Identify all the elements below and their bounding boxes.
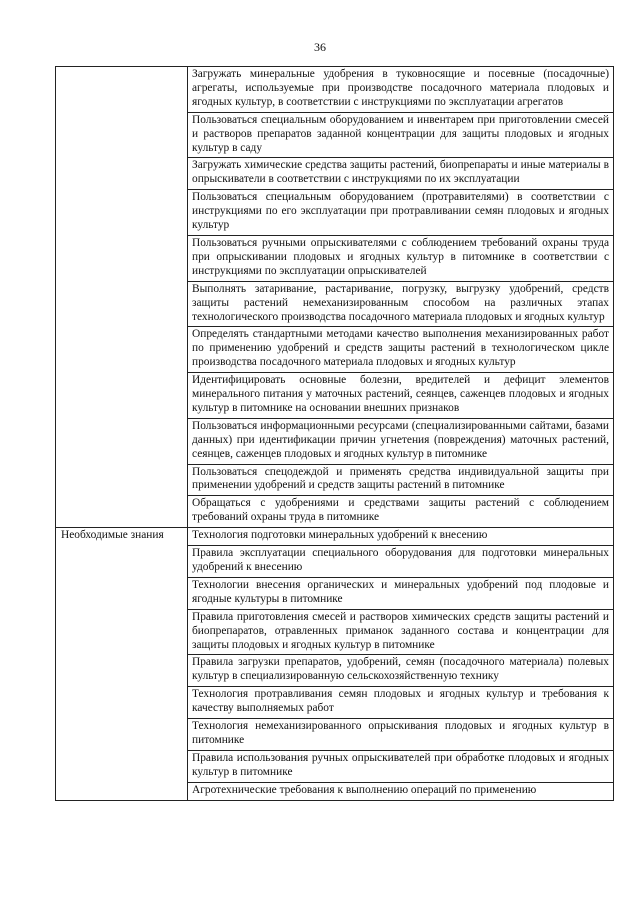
skill-item: Обращаться с удобрениями и средствами защиты растений с соблюдением требований охраны труда в питомнике xyxy=(188,496,614,528)
skill-item: Пользоваться специальным оборудованием и инвентарем при приготовлении смесей и растворов препаратов заданной концентрации для защиты плодовых и ягодных культур в саду xyxy=(188,112,614,158)
knowledge-item: Технологии внесения органических и минеральных удобрений под плодовые и ягодные культуры в питомнике xyxy=(188,577,614,609)
knowledge-item: Агротехнические требования к выполнению операций по применению xyxy=(188,782,614,800)
page-number: 36 xyxy=(314,40,326,54)
knowledge-item: Технология протравливания семян плодовых и ягодных культур и требования к качеству выполняемых работ xyxy=(188,687,614,719)
knowledge-item: Правила приготовления смесей и растворов химических средств защиты растений и биопрепаратов, отравленных приманок заданного состава и концентрации для защиты плодовых и ягодных культур в питомнике xyxy=(188,609,614,655)
requirements-table xyxy=(55,66,614,801)
knowledge-item: Правила эксплуатации специального оборудования для подготовки минеральных удобрений к внесению xyxy=(188,546,614,578)
skill-item: Пользоваться ручными опрыскивателями с соблюдением требований охраны труда при опрыскивании плодовых и ягодных культур в питомнике в соответствии с инструкциями по эксплуатации опрыскивателей xyxy=(188,235,614,281)
skill-item: Загружать химические средства защиты растений, биопрепараты и иные материалы в опрыскиватели в соответствии с инструкциями по их эксплуатации xyxy=(188,158,614,190)
skill-item: Пользоваться спецодеждой и применять средства индивидуальной защиты при применении удобрений и средств защиты растений в питомнике xyxy=(188,464,614,496)
skill-item: Выполнять затаривание, растаривание, погрузку, выгрузку удобрений, средств защиты растений немеханизированным способом на различных этапах технологического производства посадочного материала плодовых и ягодных культур xyxy=(188,281,614,327)
knowledge-item: Правила использования ручных опрыскивателей при обработке плодовых и ягодных культур в питомнике xyxy=(188,750,614,782)
knowledge-item: Правила загрузки препаратов, удобрений, семян (посадочного материала) полевых культур в специализированную сельскохозяйственную технику xyxy=(188,655,614,687)
skill-item: Загружать минеральные удобрения в туковносящие и посевные (посадочные) агрегаты, используемые при производстве посадочного материала плодовых и ягодных культур, в соответствии с инструкциями по эксплуатации агрегатов xyxy=(188,67,614,113)
skills-label-cell xyxy=(56,67,188,528)
knowledge-item: Технология подготовки минеральных удобрений к внесению xyxy=(188,528,614,546)
table-row xyxy=(56,528,614,546)
skill-item: Пользоваться информационными ресурсами (специализированными сайтами, базами данных) при идентификации причин угнетения (повреждения) маточных растений, сеянцев, саженцев плодовых и ягодных культур в питомнике xyxy=(188,418,614,464)
knowledge-item: Технология немеханизированного опрыскивания плодовых и ягодных культур в питомнике xyxy=(188,719,614,751)
skill-item: Идентифицировать основные болезни, вредителей и дефицит элементов минерального питания у маточных растений, сеянцев, саженцев плодовых и ягодных культур в питомнике на основании внешних признаков xyxy=(188,373,614,419)
table-row xyxy=(56,67,614,113)
skill-item: Определять стандартными методами качество выполнения механизированных работ по применению удобрений и средств защиты растений в технологическом цикле производства посадочного материала плодовых и ягодных культур xyxy=(188,327,614,373)
knowledge-label: Необходимые знания xyxy=(56,528,188,800)
skill-item: Пользоваться специальным оборудованием (протравителями) в соответствии с инструкциями по его эксплуатации при протравливании семян плодовых и ягодных культур xyxy=(188,190,614,236)
